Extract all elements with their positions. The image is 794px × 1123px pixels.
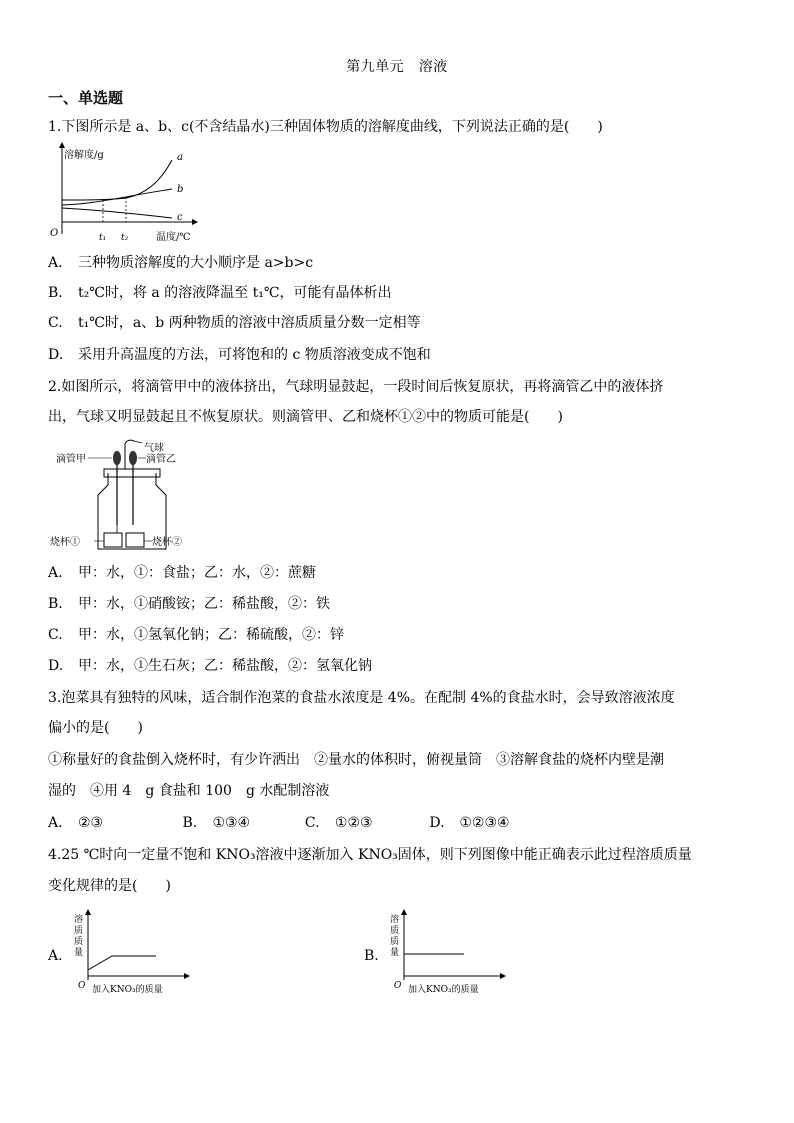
q3-option-a[interactable]: A. ②③ <box>48 815 104 831</box>
q4-graph-b[interactable] <box>386 908 506 1000</box>
q1-label-b: b <box>177 184 184 195</box>
q2-option-d[interactable]: D. 甲：水，①生石灰；乙：稀盐酸，②：氢氧化钠 <box>48 658 372 674</box>
q1-label-a: a <box>177 152 183 163</box>
q4-graph-b-ylabel-2: 质 <box>390 926 400 936</box>
q3-option-c[interactable]: C. ①②③ <box>304 815 373 831</box>
q1-option-c[interactable]: C. t₁℃时，a、b 两种物质的溶液中溶质质量分数一定相等 <box>48 315 421 331</box>
q2-apparatus-figure <box>48 437 188 553</box>
q2-dropper-a-label: 滴管甲 <box>56 454 86 465</box>
q1-xlabel: 温度/℃ <box>156 232 191 243</box>
q4-stem-line2: 变化规律的是( ) <box>48 878 171 894</box>
q4-graph-b-ylabel-1: 溶 <box>390 915 400 925</box>
q1-stem: 1.下图所示是 a、b、c(不含结晶水)三种固体物质的溶解度曲线，下列说法正确的是( ) <box>48 119 603 135</box>
q1-label-c: c <box>177 212 183 223</box>
q2-beaker2-label: 烧杯② <box>152 537 182 548</box>
q4-graph-b-origin: O <box>394 981 402 991</box>
q2-stem-line2: 出，气球又明显鼓起且不恢复原状。则滴管甲、乙和烧杯①②中的物质可能是( ) <box>48 409 563 425</box>
q4-graph-a-ylabel-3: 质 <box>74 937 84 947</box>
q4-graph-a-origin: O <box>78 981 86 991</box>
q2-dropper-b-label: 滴管乙 <box>146 454 176 465</box>
q1-t2-label: t₂ <box>121 233 129 243</box>
q3-option-b[interactable]: B. ①③④ <box>182 815 251 831</box>
q1-ylabel: 溶解度/g <box>64 150 104 161</box>
q4-graph-a[interactable] <box>70 908 190 1000</box>
q1-curve-a <box>62 160 172 200</box>
q1-origin: O <box>50 228 59 239</box>
q4-graph-b-ylabel-3: 质 <box>390 937 400 947</box>
q3-option-d[interactable]: D. ①②③④ <box>429 815 510 831</box>
section-heading: 一、单选题 <box>48 89 124 107</box>
q2-beaker1-label: 烧杯① <box>50 537 80 548</box>
q3-options-row <box>48 813 510 833</box>
q1-option-b[interactable]: B. t₂℃时，将 a 的溶液降温至 t₁℃，可能有晶体析出 <box>48 285 392 301</box>
q2-option-c[interactable]: C. 甲：水，①氢氧化钠；乙：稀硫酸，②：锌 <box>48 627 344 643</box>
q2-balloon-label: 气球 <box>144 443 164 454</box>
q4-graph-b-xlabel: 加入KNO₃的质量 <box>408 985 479 995</box>
q3-stem-line2: 偏小的是( ) <box>48 720 143 736</box>
q1-option-a[interactable]: A. 三种物质溶解度的大小顺序是 a>b>c <box>48 255 314 271</box>
q2-stem-line1: 2.如图所示，将滴管甲中的液体挤出，气球明显鼓起，一段时间后恢复原状，再将滴管乙中的液体挤 <box>48 379 664 395</box>
q1-t1-label: t₁ <box>99 233 107 243</box>
q4-graph-b-ylabel-4: 量 <box>390 948 400 958</box>
q4-graph-a-line <box>88 956 156 970</box>
q1-curve-c <box>62 208 172 218</box>
q4-graph-a-ylabel-1: 溶 <box>74 915 84 925</box>
q2-option-b[interactable]: B. 甲：水，①硝酸铵；乙：稀盐酸，②：铁 <box>48 596 330 612</box>
q3-stem-line1: 3.泡菜具有独特的风味，适合制作泡菜的食盐水浓度是 4%。在配制 4%的食盐水时，会导致溶液浓度 <box>48 690 675 706</box>
q4-graph-a-xlabel: 加入KNO₃的质量 <box>92 985 163 995</box>
q2-option-a[interactable]: A. 甲：水，①：食盐；乙：水，②：蔗糖 <box>48 565 316 581</box>
q1-solubility-graph <box>48 142 198 244</box>
page-title: 第九单元 溶液 <box>346 59 448 75</box>
q3-items-line2: 湿的 ④用 4 g 食盐和 100 g 水配制溶液 <box>48 783 330 799</box>
q4-option-a-label[interactable]: A. <box>48 948 63 964</box>
q1-option-d[interactable]: D. 采用升高温度的方法，可将饱和的 c 物质溶液变成不饱和 <box>48 347 431 363</box>
q4-option-b-label[interactable]: B. <box>364 948 379 964</box>
q4-graph-a-ylabel-2: 质 <box>74 926 84 936</box>
q3-items-line1: ①称量好的食盐倒入烧杯时，有少许洒出 ②量水的体积时，俯视量筒 ③溶解食盐的烧杯内壁是潮 <box>48 752 664 768</box>
q1-curve-b <box>62 189 172 205</box>
q4-graph-a-ylabel-4: 量 <box>74 948 84 958</box>
q4-stem-line1: 4.25 ℃时向一定量不饱和 KNO₃溶液中逐渐加入 KNO₃固体，则下列图像中能正确表示此过程溶质质量 <box>48 847 692 863</box>
